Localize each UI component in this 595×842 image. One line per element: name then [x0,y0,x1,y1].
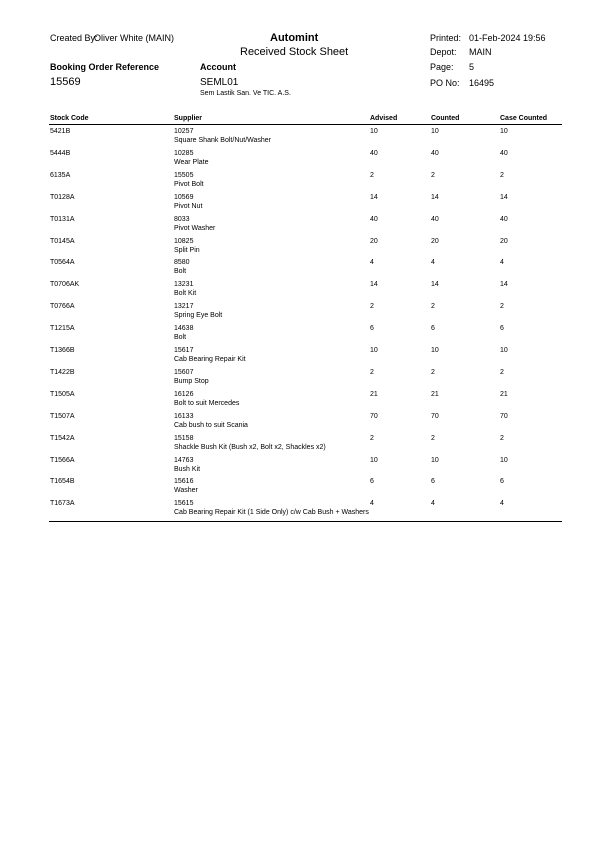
col-header-advised: Advised [370,115,398,122]
table-row [0,150,595,172]
stock-code: T1566A [50,456,75,464]
item-description: Split Pin [174,246,200,254]
counted-qty: 4 [431,500,435,508]
advised-qty: 6 [370,325,374,333]
case-counted-qty: 40 [500,149,508,157]
item-description: Square Shank Bolt/Nut/Washer [174,137,272,144]
table-row [0,391,595,413]
counted-qty: 2 [431,171,435,179]
counted-qty: 20 [431,237,439,245]
case-counted-qty: 40 [500,215,508,223]
advised-qty: 20 [370,237,378,245]
item-description: Bolt [174,268,187,276]
table-bottom-rule [49,521,562,522]
account-label: Account [200,62,236,72]
stock-code: T1215A [50,325,75,333]
stock-code: T0766A [50,303,75,311]
supplier-code: 16126 [174,390,194,398]
col-header-stock-code: Stock Code [50,115,89,122]
depot-value: MAIN [469,47,492,57]
advised-qty: 70 [370,412,378,420]
case-counted-qty: 70 [500,412,508,420]
supplier-code: 13217 [174,303,194,311]
table-row [0,172,595,194]
table-row [0,281,595,303]
advised-qty: 21 [370,390,378,398]
stock-code: T0131A [50,215,75,223]
stock-code: T1366B [50,347,75,354]
item-description: Bump Stop [174,377,209,385]
col-header-case-counted: Case Counted [500,115,548,122]
case-counted-qty: 10 [500,128,508,135]
supplier-code: 10569 [174,193,194,201]
counted-qty: 14 [431,193,439,201]
counted-qty: 21 [431,390,439,398]
counted-qty: 10 [431,128,439,135]
advised-qty: 4 [370,259,374,267]
table-row [0,369,595,391]
advised-qty: 10 [370,456,378,464]
col-header-counted: Counted [431,115,460,122]
stock-code: T1673A [50,500,75,508]
advised-qty: 40 [370,215,378,223]
item-description: Cab Bearing Repair Kit [174,356,246,363]
table-row [0,413,595,435]
item-description: Spring Eye Bolt [174,312,223,320]
supplier-code: 16133 [174,412,194,420]
counted-qty: 14 [431,281,439,289]
case-counted-qty: 6 [500,325,504,333]
table-row [0,259,595,281]
item-description: Cab bush to suit Scania [174,421,248,429]
item-description: Bush Kit [174,465,201,473]
account-name: Sem Lastik San. Ve TIC. A.S. [200,90,291,97]
counted-qty: 2 [431,434,435,442]
supplier-code: 10285 [174,149,194,157]
item-description: Shackle Bush Kit (Bush x2, Bolt x2, Shackles x2) [174,443,326,451]
case-counted-qty: 4 [500,259,504,267]
counted-qty: 2 [431,368,435,376]
item-description: Pivot Washer [174,224,216,232]
stock-code: 5421B [50,128,71,135]
report-title: Received Stock Sheet [240,46,349,58]
supplier-code: 14763 [174,456,194,464]
supplier-code: 15615 [174,500,194,508]
item-description: Washer [174,487,198,495]
case-counted-qty: 4 [500,500,504,508]
stock-code: T0706AK [50,281,80,289]
printed-value: 01-Feb-2024 19:56 [469,33,546,43]
counted-qty: 2 [431,303,435,311]
advised-qty: 14 [370,193,378,201]
po-number: 16495 [469,78,495,88]
printed-label: Printed: [430,33,462,43]
po-label: PO No: [430,78,460,88]
supplier-code: 15616 [174,478,194,486]
stock-code: T1654B [50,478,75,486]
item-description: Bolt to suit Mercedes [174,399,240,407]
counted-qty: 40 [431,215,439,223]
advised-qty: 14 [370,281,378,289]
table-row [0,478,595,500]
table-row [0,238,595,260]
advised-qty: 2 [370,171,374,179]
advised-qty: 2 [370,303,374,311]
booking-ref-label: Booking Order Reference [50,62,160,72]
item-description: Pivot Nut [174,202,203,210]
stock-code: 5444B [50,149,71,157]
counted-qty: 6 [431,478,435,486]
page-label: Page: [430,62,454,72]
case-counted-qty: 6 [500,478,504,486]
supplier-code: 13231 [174,281,194,289]
supplier-code: 10257 [174,128,194,135]
case-counted-qty: 21 [500,390,508,398]
supplier-code: 15607 [174,368,194,376]
case-counted-qty: 2 [500,171,504,179]
counted-qty: 40 [431,149,439,157]
created-by-label: Created By: [50,33,98,43]
table-row [0,457,595,479]
page-number: 5 [469,62,475,72]
case-counted-qty: 2 [500,368,504,376]
table-row [0,303,595,325]
col-header-supplier: Supplier [174,115,203,122]
stock-code: T1505A [50,390,75,398]
advised-qty: 2 [370,434,374,442]
case-counted-qty: 10 [500,456,508,464]
advised-qty: 2 [370,368,374,376]
counted-qty: 10 [431,347,439,354]
stock-code: T0128A [50,193,75,201]
table-row [0,325,595,347]
item-description: Wear Plate [174,158,209,166]
counted-qty: 70 [431,412,439,420]
supplier-code: 8033 [174,215,190,223]
case-counted-qty: 2 [500,434,504,442]
advised-qty: 10 [370,128,378,135]
case-counted-qty: 14 [500,193,508,201]
supplier-code: 15617 [174,347,194,354]
item-description: Pivot Bolt [174,180,204,188]
booking-ref-value: 15569 [50,76,81,88]
advised-qty: 4 [370,500,374,508]
table-row [0,347,595,369]
item-description: Cab Bearing Repair Kit (1 Side Only) c/w Cab Bush + Washers [174,509,369,517]
advised-qty: 6 [370,478,374,486]
stock-code: T1507A [50,412,75,420]
case-counted-qty: 10 [500,347,508,354]
stock-code: T0564A [50,259,75,267]
item-description: Bolt [174,334,187,342]
company-name: Automint [270,32,319,44]
account-code: SEML01 [200,77,239,88]
counted-qty: 10 [431,456,439,464]
stock-code: T0145A [50,237,75,245]
table-row [0,216,595,238]
table-row [0,194,595,216]
supplier-code: 10825 [174,237,194,245]
case-counted-qty: 14 [500,281,508,289]
depot-label: Depot: [430,47,457,57]
table-row [0,500,595,522]
stock-code: T1422B [50,368,75,376]
table-row [0,435,595,457]
case-counted-qty: 2 [500,303,504,311]
supplier-code: 15158 [174,434,194,442]
advised-qty: 10 [370,347,378,354]
case-counted-qty: 20 [500,237,508,245]
counted-qty: 4 [431,259,435,267]
table-row [0,128,595,150]
stock-code: T1542A [50,434,75,442]
created-by-value: Oliver White (MAIN) [94,33,175,43]
supplier-code: 15505 [174,171,194,179]
stock-code: 6135A [50,171,71,179]
counted-qty: 6 [431,325,435,333]
item-description: Bolt Kit [174,290,197,298]
supplier-code: 8580 [174,259,190,267]
header-rule [49,124,562,125]
supplier-code: 14638 [174,325,194,333]
advised-qty: 40 [370,149,378,157]
